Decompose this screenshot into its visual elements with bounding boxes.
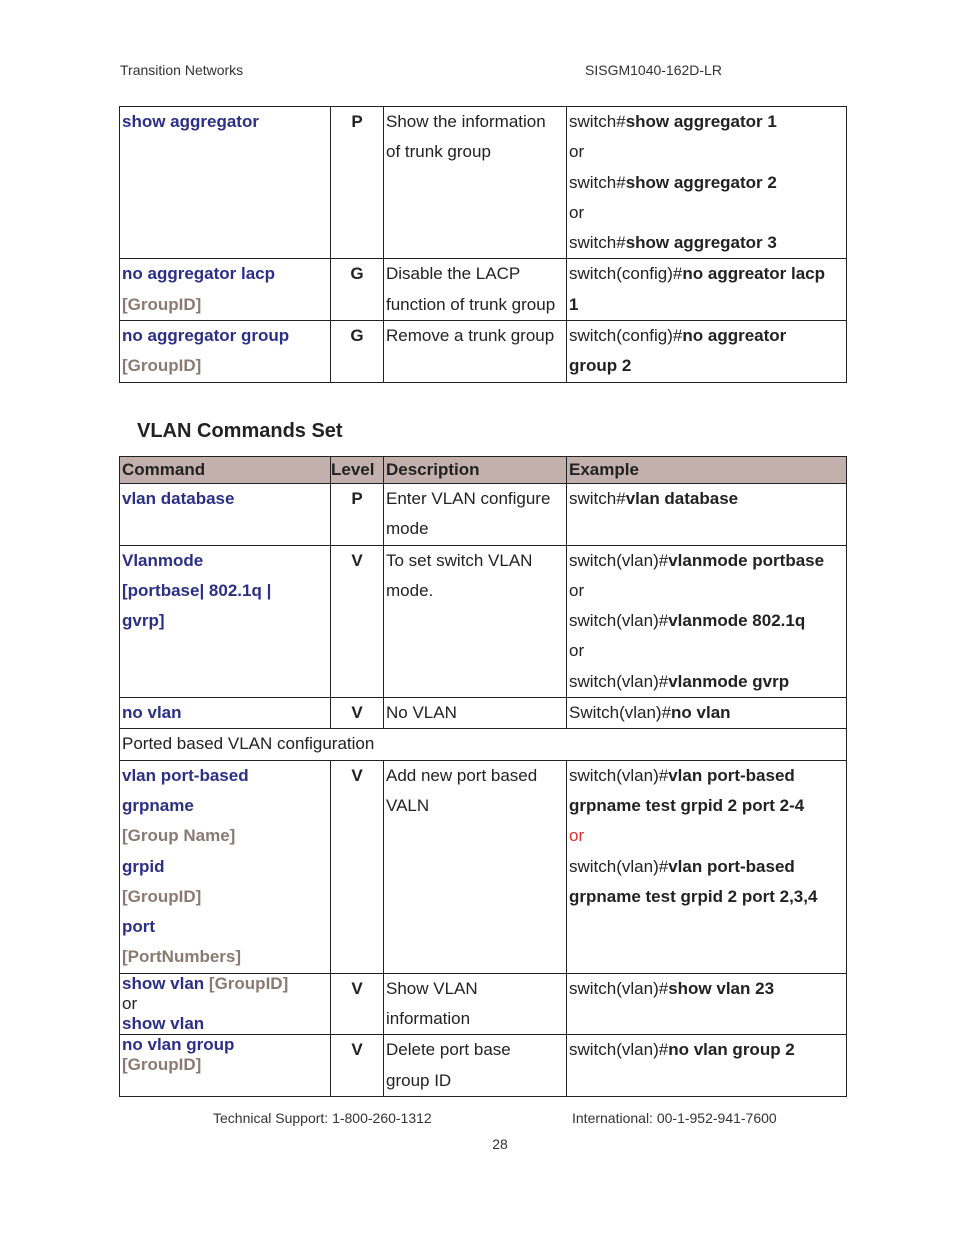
- description-line: To set switch VLAN: [386, 550, 533, 570]
- example-prompt: switch(vlan)#: [569, 550, 669, 570]
- example-cell: [567, 321, 847, 383]
- command-cell: [120, 760, 331, 973]
- example-cell: [567, 698, 847, 729]
- column-header-command: Command: [120, 457, 331, 484]
- description-line: Remove a trunk group: [386, 326, 555, 346]
- footer-international: International: 00-1-952-941-7600: [572, 1110, 777, 1126]
- description-line: Add new port based: [386, 765, 538, 785]
- table-row: [120, 321, 847, 383]
- command-keyword: no aggregator group: [122, 326, 290, 346]
- description-line: Disable the LACP: [386, 264, 521, 284]
- example-command: no vlan: [671, 703, 731, 723]
- description-cell: [384, 1035, 567, 1097]
- example-line: [569, 484, 846, 514]
- command-argument: [GroupID]: [122, 356, 202, 376]
- example-cell: [567, 1035, 847, 1097]
- description-cell: [384, 484, 567, 546]
- command-cell: [120, 484, 331, 546]
- command-keyword: gvrp]: [122, 611, 165, 631]
- command-keyword: grpid: [122, 856, 165, 876]
- example-command: no vlan group 2: [668, 1040, 795, 1060]
- example-line: [569, 1035, 846, 1065]
- level-cell: V: [331, 760, 384, 973]
- example-prompt: switch#: [569, 172, 626, 192]
- level-cell: V: [331, 973, 384, 1035]
- command-cell: [120, 545, 331, 697]
- example-command: vlan database: [625, 489, 739, 508]
- table-row: [120, 973, 847, 1035]
- table-row: [120, 698, 847, 729]
- command-cell: [120, 259, 331, 321]
- example-or: or: [569, 142, 585, 162]
- example-cell: [567, 484, 847, 546]
- example-cell: [567, 973, 847, 1035]
- command-cell: [120, 107, 331, 259]
- description-cell: [384, 545, 567, 697]
- example-command: show aggregator 3: [625, 233, 777, 253]
- example-prompt: switch(vlan)#: [569, 611, 669, 631]
- column-header-description: Description: [384, 457, 567, 484]
- aggregator-commands-table: [119, 106, 847, 383]
- level-cell: G: [331, 259, 384, 321]
- description-line: mode.: [386, 580, 434, 600]
- level-cell: V: [331, 1035, 384, 1097]
- example-or: or: [569, 202, 585, 222]
- command-keyword: no aggregator lacp: [122, 264, 276, 284]
- command-keyword: vlan database: [122, 489, 235, 508]
- level-cell: G: [331, 321, 384, 383]
- description-line: function of trunk group: [386, 294, 556, 314]
- table-row: [120, 107, 847, 259]
- description-line: mode: [386, 519, 429, 539]
- example-command: 1: [569, 294, 579, 314]
- example-cell: [567, 760, 847, 973]
- description-line: Show the information: [386, 112, 546, 131]
- example-prompt: switch(vlan)#: [569, 978, 669, 998]
- example-line: [569, 168, 846, 198]
- command-keyword: [portbase| 802.1q |: [122, 580, 272, 600]
- example-prompt: switch#: [569, 489, 626, 508]
- example-line: [569, 761, 846, 791]
- example-cell: [567, 259, 847, 321]
- example-prompt: switch(vlan)#: [569, 856, 669, 876]
- table-subheading: Ported based VLAN configuration: [120, 729, 847, 760]
- description-cell: [384, 698, 567, 729]
- footer-support: Technical Support: 1-800-260-1312: [213, 1110, 432, 1126]
- vlan-commands-table: [119, 456, 847, 1097]
- command-keyword: show vlan: [122, 1013, 205, 1033]
- description-line: VALN: [386, 795, 430, 815]
- command-keyword: no vlan: [122, 703, 182, 723]
- description-cell: [384, 760, 567, 973]
- example-line: [569, 698, 846, 728]
- command-keyword: port: [122, 917, 156, 937]
- example-line: [569, 228, 846, 258]
- example-line: [569, 107, 846, 137]
- example-command: no aggreator lacp: [682, 264, 826, 284]
- command-cell: [120, 698, 331, 729]
- description-line: of trunk group: [386, 142, 491, 162]
- description-cell: [384, 259, 567, 321]
- table-row: [120, 1035, 847, 1097]
- description-cell: [384, 107, 567, 259]
- level-cell: P: [331, 484, 384, 546]
- example-command: vlanmode gvrp: [668, 671, 790, 691]
- description-line: No VLAN: [386, 703, 457, 723]
- example-line: [569, 606, 846, 636]
- example-command: show aggregator 1: [625, 112, 777, 131]
- example-line: [569, 546, 846, 576]
- example-line: [569, 852, 846, 882]
- example-prompt: switch(vlan)#: [569, 765, 669, 785]
- example-line: [569, 667, 846, 697]
- example-command: vlan port-based: [668, 765, 795, 785]
- command-argument: [GroupID]: [122, 1055, 202, 1075]
- command-argument: [GroupID]: [122, 886, 202, 906]
- table-header-row: [120, 457, 847, 484]
- example-command: show vlan 23: [668, 978, 775, 998]
- level-cell: V: [331, 698, 384, 729]
- header-company: Transition Networks: [120, 62, 244, 78]
- example-line: [569, 974, 846, 1004]
- example-command: group 2: [569, 356, 632, 376]
- example-prompt: switch(config)#: [569, 264, 683, 284]
- level-cell: V: [331, 545, 384, 697]
- command-cell: [120, 321, 331, 383]
- command-keyword: show vlan: [122, 973, 205, 993]
- command-or: or: [122, 993, 138, 1013]
- table-subheading-row: [120, 729, 847, 760]
- page-number: 28: [492, 1136, 508, 1152]
- description-line: Enter VLAN configure: [386, 489, 551, 508]
- example-prompt: Switch(vlan)#: [569, 703, 672, 723]
- description-line: group ID: [386, 1070, 452, 1090]
- column-header-level: Level: [331, 457, 384, 484]
- command-keyword: show aggregator: [122, 112, 259, 131]
- example-line: [569, 321, 846, 351]
- description-cell: [384, 973, 567, 1035]
- command-keyword: no vlan group: [122, 1035, 235, 1055]
- description-line: Show VLAN: [386, 978, 478, 998]
- example-line: [569, 259, 846, 289]
- description-cell: [384, 321, 567, 383]
- table-row: [120, 545, 847, 697]
- example-prompt: switch(vlan)#: [569, 1040, 669, 1060]
- example-cell: [567, 107, 847, 259]
- example-command: vlanmode portbase: [668, 550, 825, 570]
- example-command: grpname test grpid 2 port 2,3,4: [569, 886, 818, 906]
- example-prompt: switch#: [569, 112, 626, 131]
- example-or: or: [569, 641, 585, 661]
- table-row: [120, 484, 847, 546]
- example-command: no aggreator: [682, 326, 787, 346]
- example-command: vlanmode 802.1q: [668, 611, 806, 631]
- command-argument: [GroupID]: [204, 973, 289, 993]
- command-keyword: vlan port-based: [122, 765, 249, 785]
- example-or: or: [569, 580, 585, 600]
- table-row: [120, 259, 847, 321]
- command-argument: [Group Name]: [122, 826, 236, 846]
- level-cell: P: [331, 107, 384, 259]
- table-row: [120, 760, 847, 973]
- example-prompt: switch(vlan)#: [569, 671, 669, 691]
- example-command: show aggregator 2: [625, 172, 777, 192]
- column-header-example: Example: [567, 457, 847, 484]
- example-command: vlan port-based: [668, 856, 795, 876]
- command-cell: [120, 1035, 331, 1097]
- example-command: grpname test grpid 2 port 2-4: [569, 795, 805, 815]
- command-cell: [120, 973, 331, 1035]
- command-line: [122, 974, 330, 994]
- command-argument: [GroupID]: [122, 294, 202, 314]
- header-model: SISGM1040-162D-LR: [585, 62, 722, 78]
- description-line: information: [386, 1009, 471, 1029]
- command-keyword: grpname: [122, 795, 194, 815]
- example-or: or: [569, 826, 585, 846]
- example-prompt: switch#: [569, 233, 626, 253]
- command-keyword: Vlanmode: [122, 550, 204, 570]
- description-line: Delete port base: [386, 1040, 511, 1060]
- example-prompt: switch(config)#: [569, 326, 683, 346]
- example-cell: [567, 545, 847, 697]
- command-argument: [PortNumbers]: [122, 947, 242, 967]
- section-title: VLAN Commands Set: [137, 420, 343, 442]
